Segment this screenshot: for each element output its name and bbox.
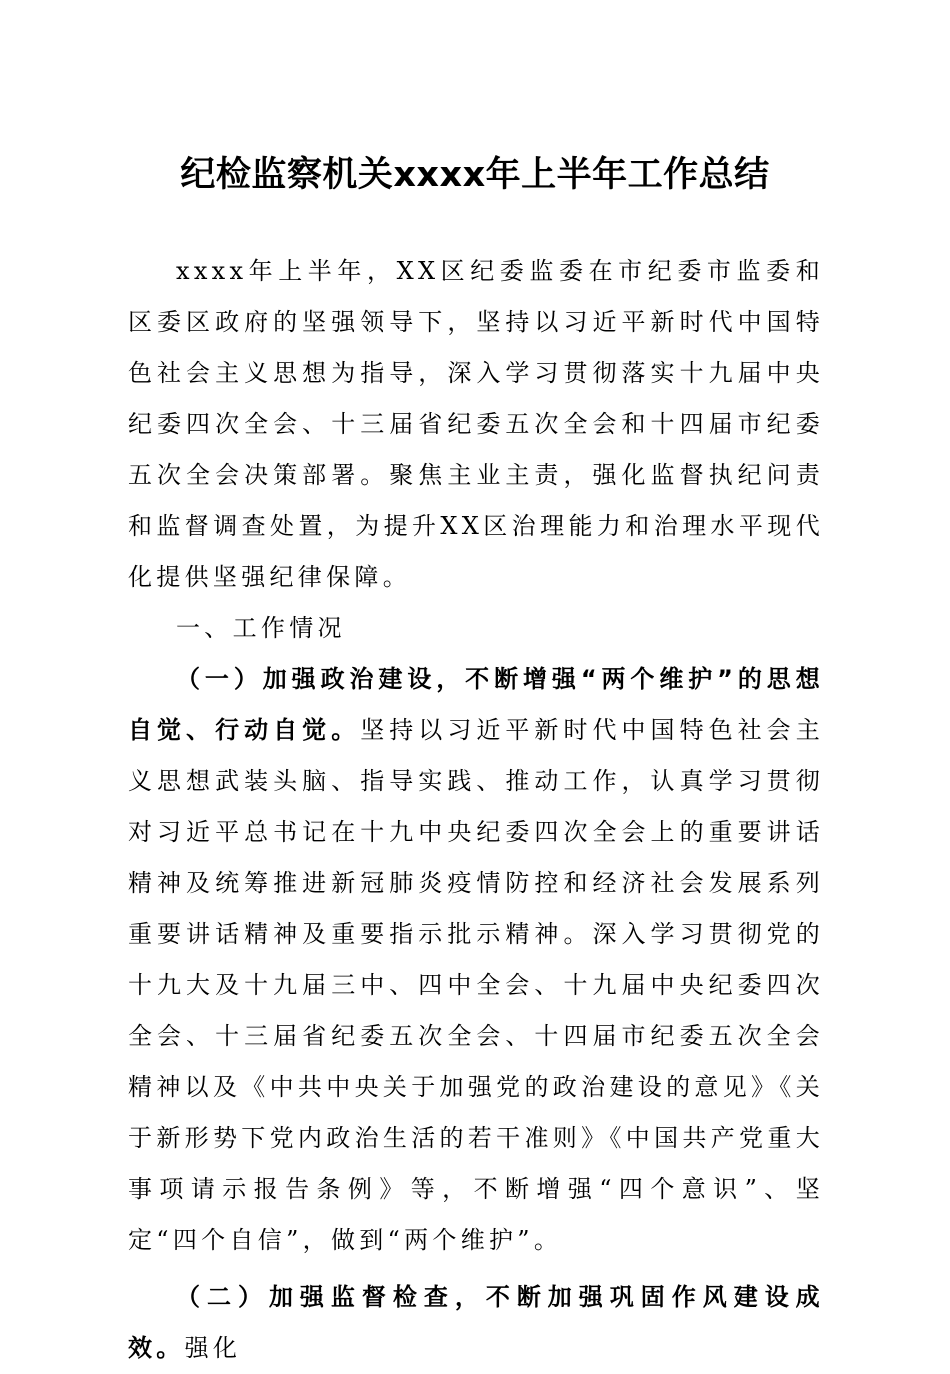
item-1-paragraph [128, 654, 824, 1266]
document-title: 纪检监察机关xxxx年上半年工作总结 [180, 155, 770, 195]
item-2-body: 强化 [184, 1334, 242, 1362]
intro-paragraph: xxxx年上半年，XX区纪委监委在市纪委市监委和区委区政府的坚强领导下，坚持以习近平新时代中国特色社会主义思想为指导，深入学习贯彻落实十九届中央纪委四次全会、十三届省纪委五次全会和十四届市纪委五次全会决策部署。聚焦主业主责，强化监督执纪问责和监督调查处置，为提升XX区治理能力和治理水平现代化提供坚强纪律保障。 [128, 257, 824, 591]
section-heading-work-status: 一、工作情况 [176, 614, 346, 642]
item-2-lead: （二）加强监督检查，不断加强巩固作风建设成效。 [128, 1283, 824, 1362]
item-1-lead: （一）加强政治建设，不断增强“两个维护”的思想自觉、行动自觉。 [128, 665, 824, 744]
item-1-body: 坚持以习近平新时代中国特色社会主义思想武装头脑、指导实践、推动工作，认真学习贯彻对习近平总书记在十九中央纪委四次全会上的重要讲话精神及统筹推进新冠肺炎疫情防控和经济社会发展系列重要讲话精神及重要指示批示精神。深入学习贯彻党的十九大及十九届三中、四中全会、十九届中央纪委四次全会、十三届省纪委五次全会、十四届市纪委五次全会精神以及《中共中央关于加强党的政治建设的意见》《关于新形势下党内政治生活的若干准则》《中国共产党重大事项请示报告条例》等，不断增强“四个意识”、坚定“四个自信”，做到“两个维护”。 [128, 716, 824, 1254]
document-body [128, 246, 824, 1374]
item-2-paragraph [128, 1272, 824, 1374]
